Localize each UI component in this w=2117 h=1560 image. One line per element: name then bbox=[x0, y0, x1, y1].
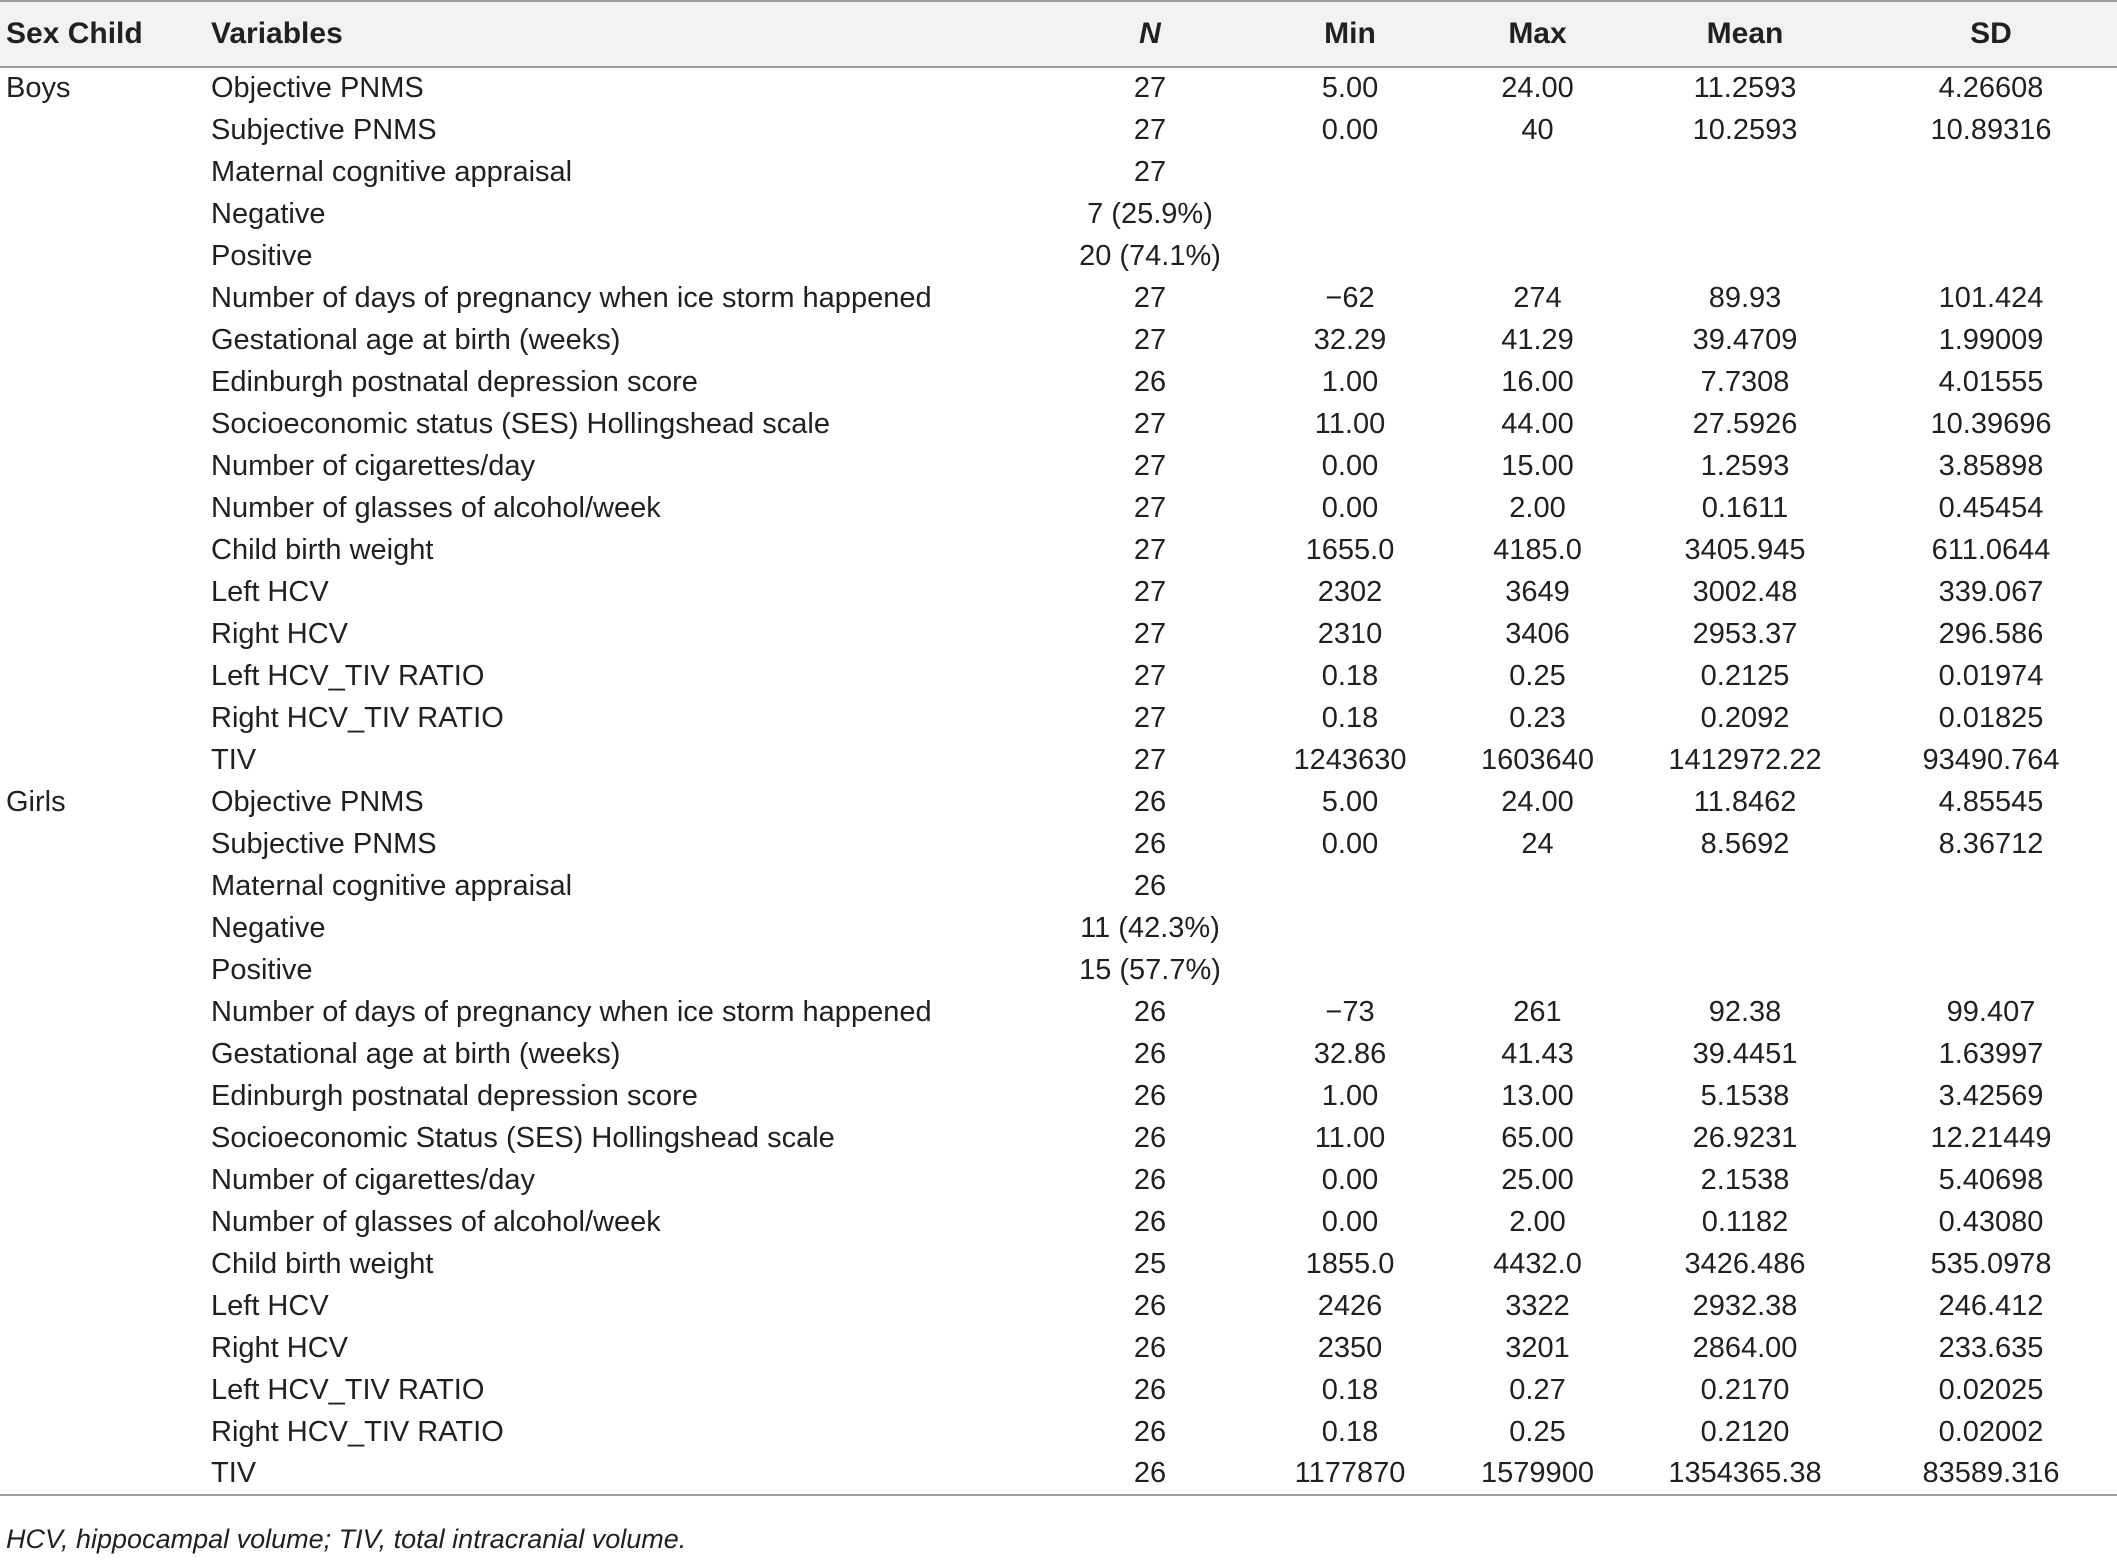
cell-variable: Number of glasses of alcohol/week bbox=[211, 1205, 661, 1238]
cell-min: −62 bbox=[1325, 281, 1375, 314]
cell-mean: 3002.48 bbox=[1692, 575, 1798, 608]
cell-n: 26 bbox=[1133, 1079, 1167, 1112]
cell-min: 0.18 bbox=[1321, 1415, 1379, 1448]
cell-n: 26 bbox=[1133, 1121, 1167, 1154]
cell-max: 2.00 bbox=[1509, 1205, 1566, 1238]
cell-mean: 2864.00 bbox=[1692, 1331, 1798, 1364]
cell-min: 32.29 bbox=[1313, 323, 1387, 356]
cell-mean: 11.2593 bbox=[1693, 72, 1797, 104]
cell-max: 0.27 bbox=[1509, 1373, 1566, 1406]
table-row bbox=[0, 361, 2117, 403]
header-n: N bbox=[1050, 1, 1250, 67]
cell-n: 27 bbox=[1133, 323, 1167, 356]
table-row bbox=[0, 823, 2117, 865]
cell-sd: 611.0644 bbox=[1931, 533, 2051, 566]
cell-max: 3201 bbox=[1505, 1331, 1570, 1364]
cell-sex-variable bbox=[0, 487, 1050, 529]
cell-max: 40 bbox=[1521, 113, 1554, 146]
cell-n: 26 bbox=[1133, 869, 1167, 902]
table-row bbox=[0, 1327, 2117, 1369]
cell-mean: 0.2170 bbox=[1700, 1373, 1790, 1406]
cell-variable: Number of days of pregnancy when ice storm happened bbox=[211, 281, 932, 314]
cell-sex-variable bbox=[0, 319, 1050, 361]
cell-sex-variable bbox=[0, 529, 1050, 571]
cell-sd bbox=[1865, 235, 2117, 277]
table-row bbox=[0, 403, 2117, 445]
cell-sex-variable bbox=[0, 823, 1050, 865]
cell-variable: Maternal cognitive appraisal bbox=[211, 869, 573, 902]
cell-min bbox=[1250, 949, 1450, 991]
cell-variable: Left HCV bbox=[211, 575, 329, 608]
cell-max bbox=[1450, 907, 1625, 949]
cell-sd: 233.635 bbox=[1938, 1331, 2044, 1364]
cell-variable: Objective PNMS bbox=[211, 72, 424, 104]
table-header-row bbox=[0, 1, 2117, 67]
cell-sex-variable bbox=[0, 1159, 1050, 1201]
cell-n: 27 bbox=[1133, 281, 1167, 314]
cell-n: 26 bbox=[1133, 785, 1167, 818]
cell-mean bbox=[1625, 949, 1865, 991]
cell-sd: 93490.764 bbox=[1922, 743, 2060, 776]
cell-n: 15 (57.7%) bbox=[1079, 953, 1221, 986]
cell-sd: 12.21449 bbox=[1930, 1121, 2052, 1154]
cell-variable: Maternal cognitive appraisal bbox=[211, 155, 573, 188]
cell-sd: 83589.316 bbox=[1865, 1453, 2117, 1495]
cell-sd: 101.424 bbox=[1938, 281, 2044, 314]
cell-variable: Number of glasses of alcohol/week bbox=[211, 491, 661, 524]
cell-n: 27 bbox=[1133, 533, 1167, 566]
table-footnote: HCV, hippocampal volume; TIV, total intracranial volume. bbox=[6, 1524, 687, 1554]
cell-max: 41.43 bbox=[1501, 1037, 1574, 1070]
cell-sex-variable bbox=[0, 697, 1050, 739]
table-row bbox=[0, 571, 2117, 613]
cell-min: 2426 bbox=[1317, 1289, 1383, 1322]
cell-mean bbox=[1625, 235, 1865, 277]
cell-n: 27 bbox=[1133, 449, 1167, 482]
cell-sd: 0.02025 bbox=[1938, 1373, 2044, 1406]
cell-n: 27 bbox=[1133, 701, 1167, 734]
cell-max: 25.00 bbox=[1501, 1163, 1574, 1196]
cell-max bbox=[1450, 151, 1625, 193]
cell-min: 0.00 bbox=[1321, 827, 1379, 860]
cell-max: 44.00 bbox=[1501, 407, 1574, 440]
cell-min: 0.00 bbox=[1321, 1163, 1379, 1196]
cell-sd bbox=[1865, 949, 2117, 991]
cell-min: 1.00 bbox=[1321, 365, 1379, 398]
cell-variable: TIV bbox=[211, 1457, 257, 1489]
table-row bbox=[0, 193, 2117, 235]
cell-sex-variable bbox=[0, 1285, 1050, 1327]
header-mean: Mean bbox=[1625, 1, 1865, 67]
cell-mean: 11.8462 bbox=[1693, 785, 1797, 818]
cell-variable: Subjective PNMS bbox=[211, 113, 437, 146]
cell-min: 1243630 bbox=[1293, 743, 1407, 776]
cell-min: 1655.0 bbox=[1305, 533, 1395, 566]
table-row bbox=[0, 1243, 2117, 1285]
cell-n: 27 bbox=[1133, 407, 1167, 440]
table-row bbox=[0, 277, 2117, 319]
cell-variable: Objective PNMS bbox=[211, 785, 424, 818]
cell-mean bbox=[1625, 865, 1865, 907]
cell-variable: Edinburgh postnatal depression score bbox=[211, 365, 698, 398]
cell-sex-variable bbox=[0, 193, 1050, 235]
cell-sd: 3.42569 bbox=[1938, 1079, 2044, 1112]
cell-sex: Girls bbox=[6, 785, 66, 818]
cell-sex-variable bbox=[0, 739, 1050, 781]
table-row bbox=[0, 1159, 2117, 1201]
cell-sex-variable bbox=[0, 571, 1050, 613]
header-min: Min bbox=[1250, 1, 1450, 67]
cell-sex-variable bbox=[0, 781, 1050, 823]
cell-sd: 4.26608 bbox=[1938, 72, 2044, 104]
table-row bbox=[0, 1453, 2117, 1495]
cell-sd: 246.412 bbox=[1938, 1289, 2044, 1322]
cell-mean bbox=[1625, 193, 1865, 235]
cell-max: 65.00 bbox=[1501, 1121, 1574, 1154]
cell-variable: TIV bbox=[211, 743, 257, 776]
cell-min: −73 bbox=[1325, 995, 1375, 1028]
cell-mean: 1.2593 bbox=[1700, 449, 1790, 482]
cell-sd: 0.01825 bbox=[1938, 701, 2044, 734]
cell-variable: Number of cigarettes/day bbox=[211, 1163, 535, 1196]
cell-mean: 8.5692 bbox=[1700, 827, 1790, 860]
cell-min: 0.00 bbox=[1321, 449, 1379, 482]
cell-mean: 27.5926 bbox=[1692, 407, 1798, 440]
cell-max: 261 bbox=[1513, 995, 1562, 1028]
cell-max: 13.00 bbox=[1501, 1079, 1574, 1112]
cell-min bbox=[1250, 235, 1450, 277]
table-row bbox=[0, 445, 2117, 487]
cell-max: 41.29 bbox=[1501, 323, 1574, 356]
cell-min bbox=[1250, 865, 1450, 907]
cell-n: 27 bbox=[1133, 617, 1167, 650]
cell-mean: 26.9231 bbox=[1692, 1121, 1798, 1154]
cell-min bbox=[1250, 151, 1450, 193]
cell-sex-variable bbox=[0, 151, 1050, 193]
header-sex-variables bbox=[0, 1, 1050, 67]
cell-variable: Gestational age at birth (weeks) bbox=[211, 323, 621, 356]
cell-mean: 2932.38 bbox=[1692, 1289, 1798, 1322]
cell-sd bbox=[1865, 865, 2117, 907]
cell-variable: Left HCV_TIV RATIO bbox=[211, 1373, 485, 1406]
cell-sex-variable bbox=[0, 1075, 1050, 1117]
cell-min: 5.00 bbox=[1321, 72, 1379, 104]
cell-max bbox=[1450, 949, 1625, 991]
cell-min: 5.00 bbox=[1321, 785, 1379, 818]
cell-sd: 3.85898 bbox=[1938, 449, 2044, 482]
cell-sd: 0.01974 bbox=[1938, 659, 2044, 692]
cell-sd bbox=[1865, 907, 2117, 949]
cell-mean: 5.1538 bbox=[1700, 1079, 1790, 1112]
cell-sd bbox=[1865, 151, 2117, 193]
cell-mean: 2953.37 bbox=[1692, 617, 1798, 650]
cell-sd: 8.36712 bbox=[1938, 827, 2044, 860]
table-row bbox=[0, 487, 2117, 529]
cell-variable: Left HCV_TIV RATIO bbox=[211, 659, 485, 692]
cell-sex-variable bbox=[0, 1201, 1050, 1243]
cell-n: 27 bbox=[1133, 575, 1167, 608]
cell-sex-variable bbox=[0, 235, 1050, 277]
cell-min: 0.18 bbox=[1321, 1373, 1379, 1406]
cell-sd: 5.40698 bbox=[1938, 1163, 2044, 1196]
table-row bbox=[0, 1117, 2117, 1159]
cell-n: 26 bbox=[1133, 1415, 1167, 1448]
cell-sex-variable bbox=[0, 403, 1050, 445]
cell-n: 7 (25.9%) bbox=[1087, 197, 1213, 230]
cell-min: 0.00 bbox=[1321, 491, 1379, 524]
cell-mean: 0.2120 bbox=[1700, 1415, 1790, 1448]
cell-min: 2310 bbox=[1317, 617, 1383, 650]
cell-variable: Right HCV_TIV RATIO bbox=[211, 1415, 504, 1448]
cell-n: 27 bbox=[1133, 113, 1167, 146]
table-row bbox=[0, 109, 2117, 151]
cell-n: 27 bbox=[1133, 743, 1167, 776]
table-row bbox=[0, 655, 2117, 697]
header-sd: SD bbox=[1865, 1, 2117, 67]
cell-mean: 0.1182 bbox=[1701, 1205, 1789, 1238]
cell-max: 2.00 bbox=[1509, 491, 1566, 524]
table-row bbox=[0, 151, 2117, 193]
cell-n: 25 bbox=[1133, 1247, 1167, 1280]
cell-mean bbox=[1625, 151, 1865, 193]
cell-sd bbox=[1865, 193, 2117, 235]
cell-max: 4432.0 bbox=[1493, 1247, 1582, 1280]
cell-sd: 339.067 bbox=[1938, 575, 2044, 608]
cell-sex-variable bbox=[0, 1243, 1050, 1285]
cell-mean: 0.2125 bbox=[1700, 659, 1790, 692]
table-row bbox=[0, 529, 2117, 571]
header-sex: Sex Child bbox=[6, 17, 143, 50]
cell-variable: Subjective PNMS bbox=[211, 827, 437, 860]
table-row bbox=[0, 67, 2117, 109]
cell-sd: 0.45454 bbox=[1938, 491, 2044, 524]
table-row bbox=[0, 613, 2117, 655]
header-variables: Variables bbox=[211, 17, 343, 50]
cell-sex-variable bbox=[0, 67, 1050, 109]
cell-min: 1855.0 bbox=[1305, 1247, 1395, 1280]
cell-variable: Socioeconomic status (SES) Hollingshead scale bbox=[211, 407, 830, 440]
cell-min bbox=[1250, 193, 1450, 235]
cell-min: 2302 bbox=[1317, 575, 1383, 608]
cell-n: 26 bbox=[1133, 995, 1167, 1028]
cell-n: 26 bbox=[1133, 1289, 1167, 1322]
cell-sd: 10.89316 bbox=[1930, 113, 2052, 146]
cell-mean: 0.2092 bbox=[1700, 701, 1790, 734]
table-row bbox=[0, 319, 2117, 361]
cell-sd: 296.586 bbox=[1938, 617, 2044, 650]
cell-mean: 1412972.22 bbox=[1668, 743, 1822, 776]
cell-sd: 1.63997 bbox=[1938, 1037, 2044, 1070]
cell-mean: 39.4709 bbox=[1692, 323, 1798, 356]
table-row bbox=[0, 697, 2117, 739]
cell-n: 27 bbox=[1133, 72, 1167, 104]
cell-variable: Right HCV bbox=[211, 617, 348, 650]
cell-n: 26 bbox=[1133, 1373, 1167, 1406]
table-row bbox=[0, 949, 2117, 991]
cell-sd: 535.0978 bbox=[1930, 1247, 2052, 1280]
cell-max: 3406 bbox=[1505, 617, 1570, 650]
cell-min: 11.00 bbox=[1314, 407, 1386, 440]
cell-n: 11 (42.3%) bbox=[1080, 911, 1220, 944]
cell-mean bbox=[1625, 907, 1865, 949]
cell-sd: 1.99009 bbox=[1938, 323, 2044, 356]
cell-variable: Edinburgh postnatal depression score bbox=[211, 1079, 698, 1112]
table-row bbox=[0, 739, 2117, 781]
cell-variable: Number of cigarettes/day bbox=[211, 449, 535, 482]
cell-min: 1.00 bbox=[1321, 1079, 1379, 1112]
table-row bbox=[0, 1033, 2117, 1075]
cell-mean: 7.7308 bbox=[1700, 365, 1790, 398]
cell-sex-variable bbox=[0, 655, 1050, 697]
cell-mean: 0.1611 bbox=[1701, 491, 1789, 524]
cell-sex-variable bbox=[0, 1033, 1050, 1075]
cell-sd: 4.01555 bbox=[1938, 365, 2044, 398]
table-row bbox=[0, 991, 2117, 1033]
cell-max: 0.25 bbox=[1509, 1415, 1566, 1448]
cell-max bbox=[1450, 193, 1625, 235]
cell-mean: 3426.486 bbox=[1684, 1247, 1806, 1280]
cell-n: 26 bbox=[1133, 1037, 1167, 1070]
cell-mean: 10.2593 bbox=[1692, 113, 1798, 146]
cell-n: 26 bbox=[1133, 1205, 1167, 1238]
cell-sex-variable bbox=[0, 613, 1050, 655]
cell-n: 26 bbox=[1133, 1331, 1167, 1364]
cell-n: 27 bbox=[1133, 659, 1167, 692]
cell-mean: 2.1538 bbox=[1700, 1163, 1790, 1196]
cell-variable: Positive bbox=[211, 953, 313, 986]
cell-mean: 89.93 bbox=[1708, 281, 1782, 314]
cell-variable: Right HCV_TIV RATIO bbox=[211, 701, 504, 734]
cell-sex-variable bbox=[0, 1327, 1050, 1369]
cell-min: 2350 bbox=[1317, 1331, 1383, 1364]
cell-mean: 39.4451 bbox=[1692, 1037, 1798, 1070]
table-row bbox=[0, 1201, 2117, 1243]
cell-n: 26 bbox=[1133, 365, 1167, 398]
cell-min: 11.00 bbox=[1314, 1121, 1386, 1154]
cell-max: 4185.0 bbox=[1493, 533, 1582, 566]
cell-max: 0.23 bbox=[1509, 701, 1566, 734]
cell-n: 27 bbox=[1133, 491, 1167, 524]
cell-min: 1177870 bbox=[1250, 1453, 1450, 1495]
table-row bbox=[0, 1369, 2117, 1411]
cell-sex-variable bbox=[0, 907, 1050, 949]
cell-min: 0.00 bbox=[1321, 113, 1379, 146]
cell-max: 24.00 bbox=[1501, 72, 1574, 104]
cell-max bbox=[1450, 865, 1625, 907]
cell-min bbox=[1250, 907, 1450, 949]
cell-min: 0.18 bbox=[1321, 659, 1379, 692]
cell-variable: Negative bbox=[211, 911, 326, 944]
cell-min: 0.00 bbox=[1321, 1205, 1379, 1238]
cell-sd: 0.02002 bbox=[1938, 1415, 2044, 1448]
header-max: Max bbox=[1450, 1, 1625, 67]
cell-max bbox=[1450, 235, 1625, 277]
cell-n: 26 bbox=[1133, 827, 1167, 860]
cell-max: 1603640 bbox=[1481, 743, 1594, 776]
table-row bbox=[0, 1285, 2117, 1327]
cell-max: 16.00 bbox=[1501, 365, 1574, 398]
cell-min: 32.86 bbox=[1313, 1037, 1387, 1070]
cell-max: 24 bbox=[1521, 827, 1554, 860]
cell-variable: Number of days of pregnancy when ice storm happened bbox=[211, 995, 932, 1028]
cell-variable: Negative bbox=[211, 197, 326, 230]
cell-n: 26 bbox=[1050, 1453, 1250, 1495]
cell-max: 274 bbox=[1513, 281, 1562, 314]
cell-n: 20 (74.1%) bbox=[1079, 239, 1221, 272]
cell-sex-variable bbox=[0, 277, 1050, 319]
cell-min: 0.18 bbox=[1321, 701, 1379, 734]
cell-max: 3649 bbox=[1505, 575, 1570, 608]
cell-sex-variable bbox=[0, 361, 1050, 403]
table-body bbox=[0, 67, 2117, 1495]
table-row bbox=[0, 1411, 2117, 1453]
cell-max: 1579900 bbox=[1450, 1453, 1625, 1495]
cell-sd: 99.407 bbox=[1946, 995, 2036, 1028]
table-row bbox=[0, 907, 2117, 949]
cell-sex-variable bbox=[0, 1117, 1050, 1159]
cell-variable: Gestational age at birth (weeks) bbox=[211, 1037, 621, 1070]
table-row bbox=[0, 235, 2117, 277]
cell-sd: 0.43080 bbox=[1938, 1205, 2044, 1238]
cell-sex-variable bbox=[0, 1453, 1050, 1495]
cell-mean: 92.38 bbox=[1708, 995, 1782, 1028]
table-row bbox=[0, 781, 2117, 823]
cell-max: 3322 bbox=[1505, 1289, 1570, 1322]
cell-variable: Right HCV bbox=[211, 1331, 348, 1364]
cell-variable: Child birth weight bbox=[211, 1247, 434, 1280]
table-row bbox=[0, 1075, 2117, 1117]
cell-variable: Positive bbox=[211, 239, 313, 272]
cell-max: 24.00 bbox=[1501, 785, 1574, 818]
cell-variable: Left HCV bbox=[211, 1289, 329, 1322]
cell-n: 26 bbox=[1133, 1163, 1167, 1196]
cell-max: 15.00 bbox=[1501, 449, 1574, 482]
cell-sex-variable bbox=[0, 991, 1050, 1033]
cell-variable: Child birth weight bbox=[211, 533, 434, 566]
cell-sd: 10.39696 bbox=[1930, 407, 2052, 440]
cell-mean: 1354365.38 bbox=[1625, 1453, 1865, 1495]
cell-max: 0.25 bbox=[1509, 659, 1566, 692]
cell-sex-variable bbox=[0, 1369, 1050, 1411]
cell-mean: 3405.945 bbox=[1684, 533, 1806, 566]
cell-variable: Socioeconomic Status (SES) Hollingshead scale bbox=[211, 1121, 835, 1154]
table-row bbox=[0, 865, 2117, 907]
cell-sex-variable bbox=[0, 865, 1050, 907]
cell-sex-variable bbox=[0, 949, 1050, 991]
cell-sex-variable bbox=[0, 445, 1050, 487]
cell-sex-variable bbox=[0, 1411, 1050, 1453]
cell-n: 27 bbox=[1133, 155, 1167, 188]
cell-sd: 4.85545 bbox=[1938, 785, 2044, 818]
cell-sex-variable bbox=[0, 109, 1050, 151]
cell-sex: Boys bbox=[6, 72, 71, 104]
